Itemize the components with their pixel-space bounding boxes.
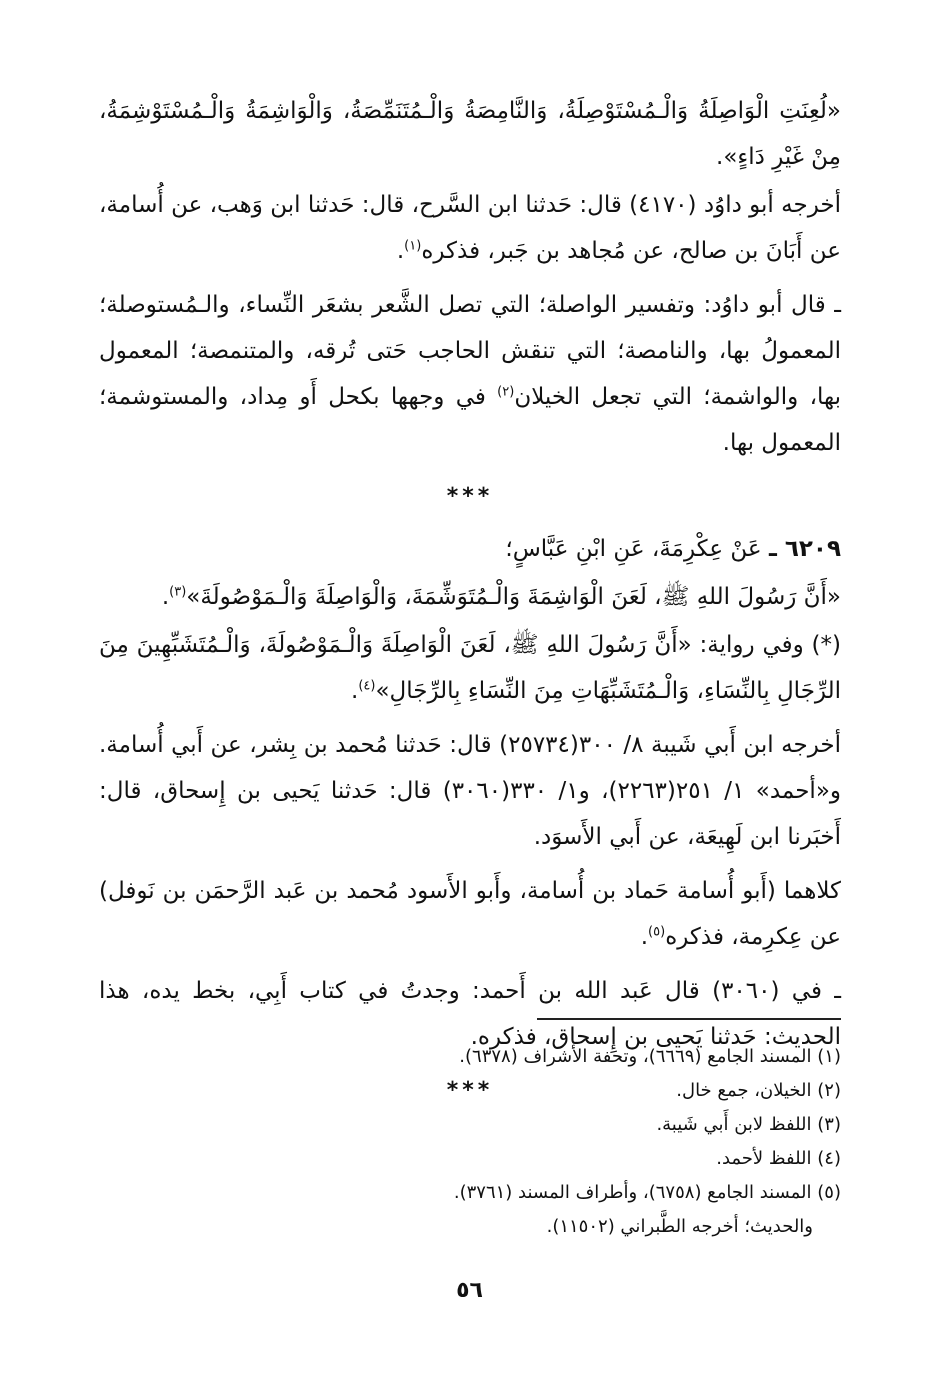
commentary-text-a: ـ قال أبو داوُد: وتفسير الواصلة؛ التي تصل الشَّعر بشعَر النِّساء، والـمُستوصلة؛ المعمولُ بها، والنامصة؛ التي تنقش الحاجب حَتى تُرقه، والمتنمصة؛ المعمول بها، والواشمة؛ التي تجعل الخيلان bbox=[99, 292, 841, 410]
hadith-text-1 bbox=[99, 88, 841, 180]
footnote-2: (٢) الخيلان، جمع خال. bbox=[676, 1080, 841, 1101]
page-number: ٥٦ bbox=[456, 1278, 483, 1303]
abu-dawud-commentary bbox=[99, 282, 841, 466]
main-text bbox=[99, 88, 841, 1120]
section-separator-2: *** bbox=[446, 1078, 494, 1103]
hadith-variant-end: . bbox=[351, 678, 359, 704]
footnote-ref-2[interactable]: (٢) bbox=[497, 384, 515, 400]
footnote-5-continued: والحديث؛ أخرجه الطَّبراني (١١٥٠٢). bbox=[546, 1216, 813, 1237]
hadith-heading-6209 bbox=[99, 526, 841, 572]
footnotes bbox=[99, 1040, 841, 1244]
takhrij-paragraph-1 bbox=[99, 182, 841, 274]
section-separator-1: *** bbox=[446, 484, 494, 509]
hadith-variant-text: (*) وفي رواية: «أَنَّ رَسُولَ اللهِ ﷺ، لَعَنَ الْوَاصِلَةَ وَالْـمَوْصُولَةَ، وَالْـمُتَشَبِّهِينَ مِنَ الرِّجَالِ بِالنِّسَاءِ، وَالْـمُتَشَبِّهَاتِ مِنَ النِّسَاءِ بِالرِّجَالِ» bbox=[99, 632, 841, 704]
footnote-divider bbox=[537, 1018, 841, 1020]
footnote-4: (٤) اللفظ لأحمد. bbox=[716, 1148, 841, 1169]
hadith-text-2-end: . bbox=[161, 584, 170, 610]
footnote-3: (٣) اللفظ لابن أَبي شَيبة. bbox=[656, 1114, 841, 1135]
footnote-5: (٥) المسند الجامع (٦٧٥٨)، وأطراف المسند (٣٧٦١). bbox=[453, 1182, 841, 1203]
hadith-chain: عَنْ عِكْرِمَةَ، عَنِ ابْنِ عَبَّاسٍ؛ bbox=[505, 536, 769, 562]
commentary-text-b: في وجهها بكحل أَو مِداد، والمستوشمة؛ المعمول بها. bbox=[99, 384, 841, 456]
hadith-text-1-content: «لُعِنَتِ الْوَاصِلَةُ وَالْـمُسْتَوْصِلَةُ، وَالنَّامِصَةُ وَالْـمُتَنَمِّصَةُ، وَالْوَاشِمَةُ وَالْـمُسْتَوْشِمَةُ، مِنْ غَيْرِ دَاءٍ». bbox=[99, 98, 841, 170]
takhrij-paragraph-1-end: . bbox=[396, 238, 405, 264]
hadith-number: ٦٢٠٩ ـ bbox=[768, 536, 841, 562]
takhrij-paragraph-3 bbox=[99, 868, 841, 960]
hadith-text-2-content: «أَنَّ رَسُولَ اللهِ ﷺ، لَعَنَ الْوَاشِمَةَ وَالْـمُتَوَشِّمَةَ، وَالْوَاصِلَةَ وَالْـمَوْصُولَةَ» bbox=[186, 584, 841, 610]
hadith-variant bbox=[99, 622, 841, 714]
footnote-ref-1[interactable]: (١) bbox=[404, 238, 422, 254]
footnote-ref-4[interactable]: (٤) bbox=[358, 678, 376, 694]
footnote-ref-3[interactable]: (٣) bbox=[169, 584, 187, 600]
footnote-ref-5[interactable]: (٥) bbox=[648, 924, 666, 940]
hadith-text-2 bbox=[99, 574, 841, 620]
takhrij-paragraph-2 bbox=[99, 722, 841, 860]
takhrij-paragraph-3-text: كلاهما (أَبو أُسامة حَماد بن أُسامة، وأَبو الأَسود مُحمد بن عَبد الرَّحمَن بن نَوفل) عن عِكرِمة، فذكره bbox=[99, 878, 841, 950]
footnote-1: (١) المسند الجامع (٦٦٦٩)، وتحفة الأشراف (٦٣٧٨). bbox=[459, 1046, 841, 1067]
takhrij-paragraph-4-text: ـ في (٣٠٦٠) قال عَبد الله بن أَحمد: وجدتُ في كتاب أَبِي، بخط يده، هذا الحديث: حَدثنا يَحيى بن إِسحاق، فذكره. bbox=[99, 978, 842, 1050]
takhrij-paragraph-1-text: أخرجه أبو داوُد (٤١٧٠) قال: حَدثنا ابن السَّرح، قال: حَدثنا ابن وَهب، عن أُسامة، عن أَبَانَ بن صالح، عن مُجاهد بن جَبر، فذكره bbox=[99, 192, 841, 264]
takhrij-paragraph-3-end: . bbox=[640, 924, 649, 950]
takhrij-paragraph-2-text: أخرجه ابن أَبي شَيبة ٨/ ٣٠٠(٢٥٧٣٤) قال: حَدثنا مُحمد بن بِشر، عن أَبي أُسامة. و«أحمد» ١/ ٢٥١(٢٢٦٣)، و١/ ٣٣٠(٣٠٦٠) قال: حَدثنا يَحيى بن إِسحاق، قال: أَخبَرنا ابن لَهِيعَة، عن أَبي الأَسوَد. bbox=[99, 732, 841, 850]
